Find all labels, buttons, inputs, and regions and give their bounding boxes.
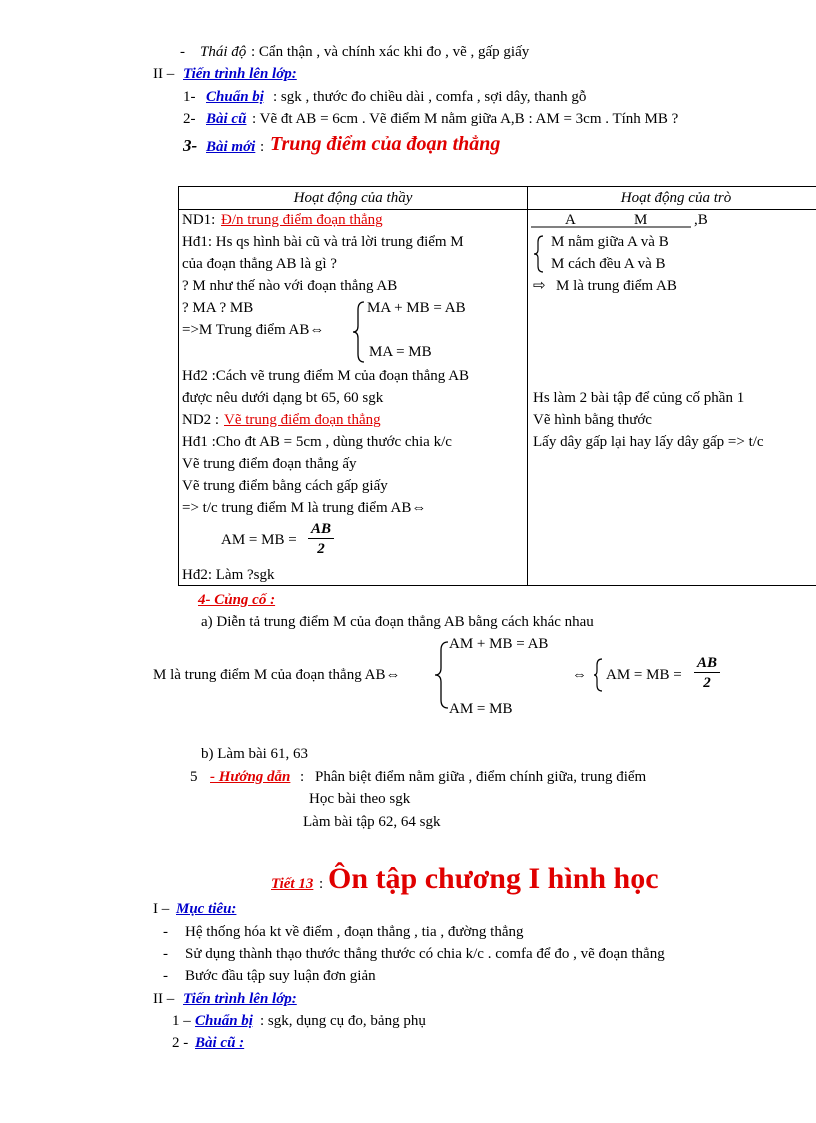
teacher-line-12-left: AM = MB =	[221, 532, 297, 548]
segment-line	[531, 226, 691, 230]
huongdan-line-3: Làm bài tập 62, 64 sgk	[303, 814, 441, 830]
tiet13-p1-label: Chuẩn bị	[195, 1013, 253, 1029]
teacher-line-11: => t/c trung điểm M là trung điểm AB⇔	[182, 500, 427, 516]
tiet13-label: Tiết 13	[271, 876, 314, 892]
cungco-a: a) Diễn tả trung điểm M của đoạn thẳng AB bằng cách khác nhau	[201, 614, 594, 630]
tiet13-s2-number: II –	[153, 991, 175, 1007]
goal-dash-2: -	[163, 946, 168, 962]
fraction-denominator: 2	[317, 541, 325, 557]
teacher-line-9: Vẽ trung điểm đoạn thẳng ấy	[182, 456, 357, 472]
section2-number: II –	[153, 66, 175, 82]
point-b: ,B	[694, 212, 708, 228]
tiet13-p2-number: 2 -	[172, 1035, 189, 1051]
teacher-line-8: Hđ1 :Cho đt AB = 5cm , dùng thước chia k/c	[182, 434, 452, 450]
brace-2	[533, 234, 545, 274]
teacher-line-13: Hđ2: Làm ?sgk	[182, 567, 275, 583]
tiet13-s1-title: Mục tiêu:	[176, 901, 237, 917]
huongdan-label: - Hướng dẫn	[210, 769, 291, 785]
lesson-title: Trung điểm của đoạn thẳng	[270, 133, 501, 155]
item1-label: Chuẩn bị	[206, 89, 264, 105]
student-line-4: Hs làm 2 bài tập để củng cố phần 1	[533, 390, 745, 406]
point-m: M	[634, 212, 648, 228]
cungco-eq-left: M là trung điểm M của đoạn thẳng AB⇔	[153, 667, 401, 683]
nd2-prefix: ND2 :	[182, 412, 220, 428]
cungco-fraction-numerator: AB	[694, 654, 720, 673]
item1-number: 1-	[183, 89, 196, 105]
cungco-fraction	[694, 654, 720, 693]
tiet13-p1-text: : sgk, dụng cụ đo, bảng phụ	[260, 1013, 426, 1029]
section2-title: Tiến trình lên lớp:	[183, 66, 297, 82]
header-student: Hoạt động của trò	[620, 190, 732, 206]
table-divider	[527, 187, 528, 585]
cungco-fraction-denominator: 2	[703, 675, 711, 691]
goal-2: Sử dụng thành thạo thước thẳng thước có chia k/c . comfa để đo , vẽ đoạn thẳng	[185, 946, 665, 962]
tiet13-s1-number: I –	[153, 901, 170, 917]
goal-dash-3: -	[163, 968, 168, 984]
brace-4	[593, 657, 603, 693]
nd1-prefix: ND1:	[182, 212, 216, 228]
teacher-line-2: của đoạn thẳng AB là gì ?	[182, 256, 337, 272]
teacher-line-10: Vẽ trung điểm bằng cách gấp giấy	[182, 478, 388, 494]
attitude-dash: -	[180, 44, 185, 60]
tiet13-s2-title: Tiến trình lên lớp:	[183, 991, 297, 1007]
point-a: A	[565, 212, 576, 228]
fraction-ab-over-2	[308, 520, 334, 559]
item1-text: : sgk , thước đo chiều dài , comfa , sợi dây, thanh gỗ	[273, 89, 587, 105]
huongdan-line-2: Học bài theo sgk	[309, 791, 411, 807]
huongdan-line-1: Phân biệt điểm nằm giữa , điểm chính giữa, trung điểm	[315, 769, 647, 785]
goal-1: Hệ thống hóa kt về điểm , đoạn thẳng , tia , đường thẳng	[185, 924, 524, 940]
item3-label: Bài mới	[206, 139, 256, 155]
teacher-line-5-left: =>M Trung điểm AB⇔	[182, 322, 325, 338]
student-line-2: M cách đều A và B	[551, 256, 666, 272]
cungco-b: b) Làm bài 61, 63	[201, 746, 309, 762]
huongdan-number: 5	[190, 769, 198, 785]
nd1-title: Đ/n trung điểm đoạn thẳng	[221, 212, 383, 228]
arrow-icon: ⇨	[533, 278, 546, 294]
attitude-label: Thái độ	[200, 44, 247, 60]
teacher-line-5-bottom: MA = MB	[369, 344, 432, 360]
cungco-eq-right-arrow: ⇔	[572, 667, 587, 683]
attitude-text: : Cẩn thận , và chính xác khi đo , vẽ , gấp giấy	[251, 44, 530, 60]
teacher-line-4: ? MA ? MB	[182, 300, 254, 316]
student-line-5: Vẽ hình bằng thước	[533, 412, 652, 428]
tiet13-p2-label: Bài cũ :	[195, 1035, 245, 1051]
tiet13-title: Ôn tập chương I hình học	[328, 862, 659, 895]
teacher-line-6: Hđ2 :Cách vẽ trung điểm M của đoạn thẳng AB	[182, 368, 470, 384]
header-teacher: Hoạt động của thầy	[293, 190, 413, 206]
nd2-title: Vẽ trung điểm đoạn thẳng	[224, 412, 381, 428]
teacher-line-3: ? M như thế nào với đoạn thẳng AB	[182, 278, 398, 294]
brace-1	[352, 300, 366, 364]
student-line-3: M là trung điểm AB	[556, 278, 677, 294]
tiet13-colon: :	[319, 876, 324, 892]
item3-number: 3-	[183, 136, 198, 155]
teacher-line-5-top: MA + MB = AB	[367, 300, 466, 316]
cungco-eq-top: AM + MB = AB	[449, 636, 549, 652]
cungco-label: 4- Củng cố :	[198, 592, 276, 608]
cungco-eq-bottom: AM = MB	[449, 701, 513, 717]
item3-colon: :	[260, 139, 265, 155]
cungco-eq-right: AM = MB =	[606, 667, 682, 683]
item2-text: : Vẽ đt AB = 6cm . Vẽ điểm M nằm giữa A,B : AM = 3cm . Tính MB ?	[252, 111, 679, 127]
fraction-numerator: AB	[308, 520, 334, 539]
goal-3: Bước đầu tập suy luận đơn giản	[185, 968, 376, 984]
teacher-line-1: Hđ1: Hs qs hình bài cũ và trả lời trung điểm M	[182, 234, 464, 250]
huongdan-colon: :	[300, 769, 305, 785]
student-line-1: M nằm giữa A và B	[551, 234, 669, 250]
brace-3	[434, 640, 450, 710]
student-line-6: Lấy dây gấp lại hay lấy dây gấp => t/c	[533, 434, 764, 450]
goal-dash-1: -	[163, 924, 168, 940]
teacher-line-7: được nêu dưới dạng bt 65, 60 sgk	[182, 390, 384, 406]
item2-number: 2-	[183, 111, 196, 127]
tiet13-p1-number: 1 –	[172, 1013, 191, 1029]
item2-label: Bài cũ	[206, 111, 247, 127]
